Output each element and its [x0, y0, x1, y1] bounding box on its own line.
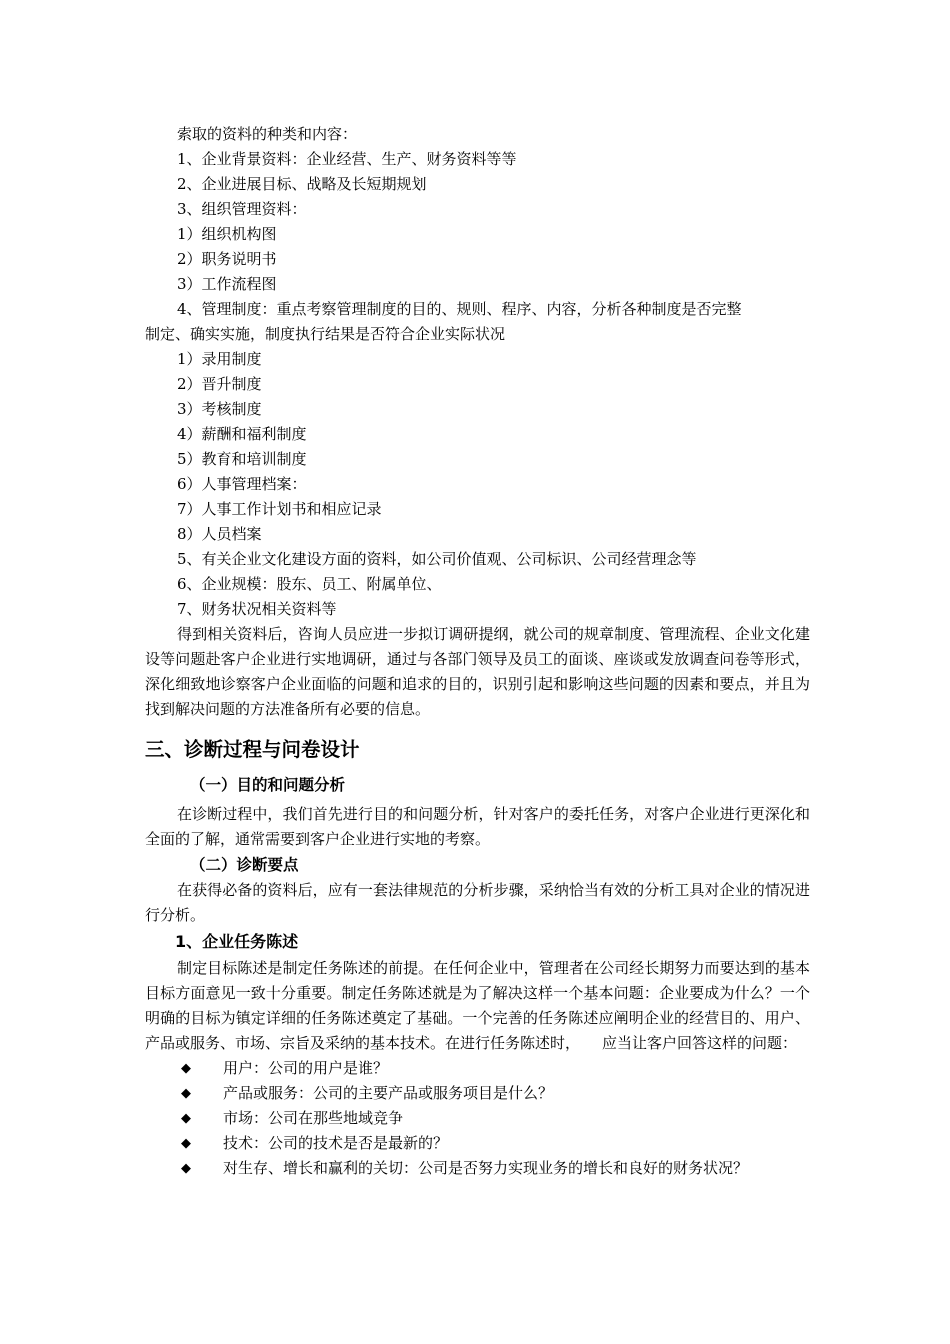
- bullet-text: 用户：公司的用户是谁？: [223, 1059, 389, 1077]
- point-1-title: 1、企业任务陈述: [175, 932, 299, 951]
- intro-heading: 索取的资料的种类和内容：: [177, 125, 358, 143]
- sub-list-item: 1）录用制度: [177, 350, 262, 368]
- subsection-2-paragraph: 在获得必备的资料后，应有一套法律规范的分析步骤，采纳恰当有效的分析工具对企业的情况进行分析。: [145, 881, 810, 924]
- list-item: 2、企业进展目标、战略及长短期规划: [177, 175, 427, 193]
- list-item: 1）组织机构图: [177, 225, 277, 243]
- diamond-bullet-icon: ◆: [181, 1086, 191, 1101]
- sub-list-item: 2）晋升制度: [177, 375, 262, 393]
- bullet-item: [145, 1081, 810, 1106]
- sub-list-item: 6）人事管理档案：: [177, 475, 307, 493]
- list-item: 1、企业背景资料：企业经营、生产、财务资料等等: [177, 150, 517, 168]
- point-1-paragraph-main: 制定目标陈述是制定任务陈述的前提。在任何企业中，管理者在公司经长期努力而要达到的基本目标方面意见一致十分重要。制定任务陈述就是为了解决这样一个基本问题：企业要成为什么？一个明确的目标为镇定详细的任务陈述奠定了基础。一个完善的任务陈述应阐明企业的经营目的、用户、产品或服务、市场、宗旨及采纳的基本技术。在进行任务陈述时，: [145, 959, 810, 1052]
- sub-list-item: 3）考核制度: [177, 400, 262, 418]
- list-item: 3）工作流程图: [177, 275, 277, 293]
- list-item: 2）职务说明书: [177, 250, 277, 268]
- diamond-bullet-icon: ◆: [181, 1161, 191, 1176]
- bullet-text: 技术：公司的技术是否是最新的？: [223, 1134, 449, 1152]
- section-3-title: 三、诊断过程与问卷设计: [145, 738, 360, 761]
- bullet-text: 市场：公司在那些地域竞争: [223, 1109, 404, 1127]
- bullet-item: [145, 1156, 810, 1181]
- list-item: 7、财务状况相关资料等: [177, 600, 337, 618]
- diamond-bullet-icon: ◆: [181, 1061, 191, 1076]
- sub-list-item: 4）薪酬和福利制度: [177, 425, 307, 443]
- list-item-4-line-1: 4、管理制度：重点考察管理制度的目的、规则、程序、内容，分析各种制度是否完整: [177, 300, 742, 318]
- bullet-text: 产品或服务：公司的主要产品或服务项目是什么？: [223, 1084, 554, 1102]
- document-page: [145, 122, 810, 1181]
- subsection-1-title: （一）目的和问题分析: [190, 776, 346, 794]
- bullet-item: [145, 1056, 810, 1081]
- sub-list-item: 5）教育和培训制度: [177, 450, 307, 468]
- diamond-bullet-icon: ◆: [181, 1136, 191, 1151]
- point-1-paragraph-tail: 应当让客户回答这样的问题：: [602, 1034, 798, 1052]
- bullet-item: [145, 1106, 810, 1131]
- sub-list-item: 7）人事工作计划书和相应记录: [177, 500, 382, 518]
- list-item: 5、有关企业文化建设方面的资料，如公司价值观、公司标识、公司经营理念等: [177, 550, 697, 568]
- bullet-item: [145, 1131, 810, 1156]
- sub-list-item: 8）人员档案: [177, 525, 262, 543]
- subsection-2-title: （二）诊断要点: [190, 856, 299, 874]
- list-item: 6、企业规模：股东、员工、附属单位、: [177, 575, 442, 593]
- point-1-paragraph: [145, 956, 810, 1056]
- research-paragraph: 得到相关资料后，咨询人员应进一步拟订调研提纲，就公司的规章制度、管理流程、企业文化建设等问题赴客户企业进行实地调研，通过与各部门领导及员工的面谈、座谈或发放调查问卷等形式，深化细致地诊察客户企业面临的问题和追求的目的，识别引起和影响这些问题的因素和要点，并且为找到解决问题的方法准备所有必要的信息。: [145, 625, 810, 718]
- list-item: 3、组织管理资料：: [177, 200, 307, 218]
- subsection-1-paragraph: 在诊断过程中，我们首先进行目的和问题分析，针对客户的委托任务，对客户企业进行更深化和全面的了解，通常需要到客户企业进行实地的考察。: [145, 805, 810, 848]
- list-item-4-line-2: 制定、确实实施，制度执行结果是否符合企业实际状况: [145, 325, 506, 343]
- diamond-bullet-icon: ◆: [181, 1111, 191, 1126]
- bullet-text: 对生存、增长和赢利的关切：公司是否努力实现业务的增长和良好的财务状况？: [223, 1159, 749, 1177]
